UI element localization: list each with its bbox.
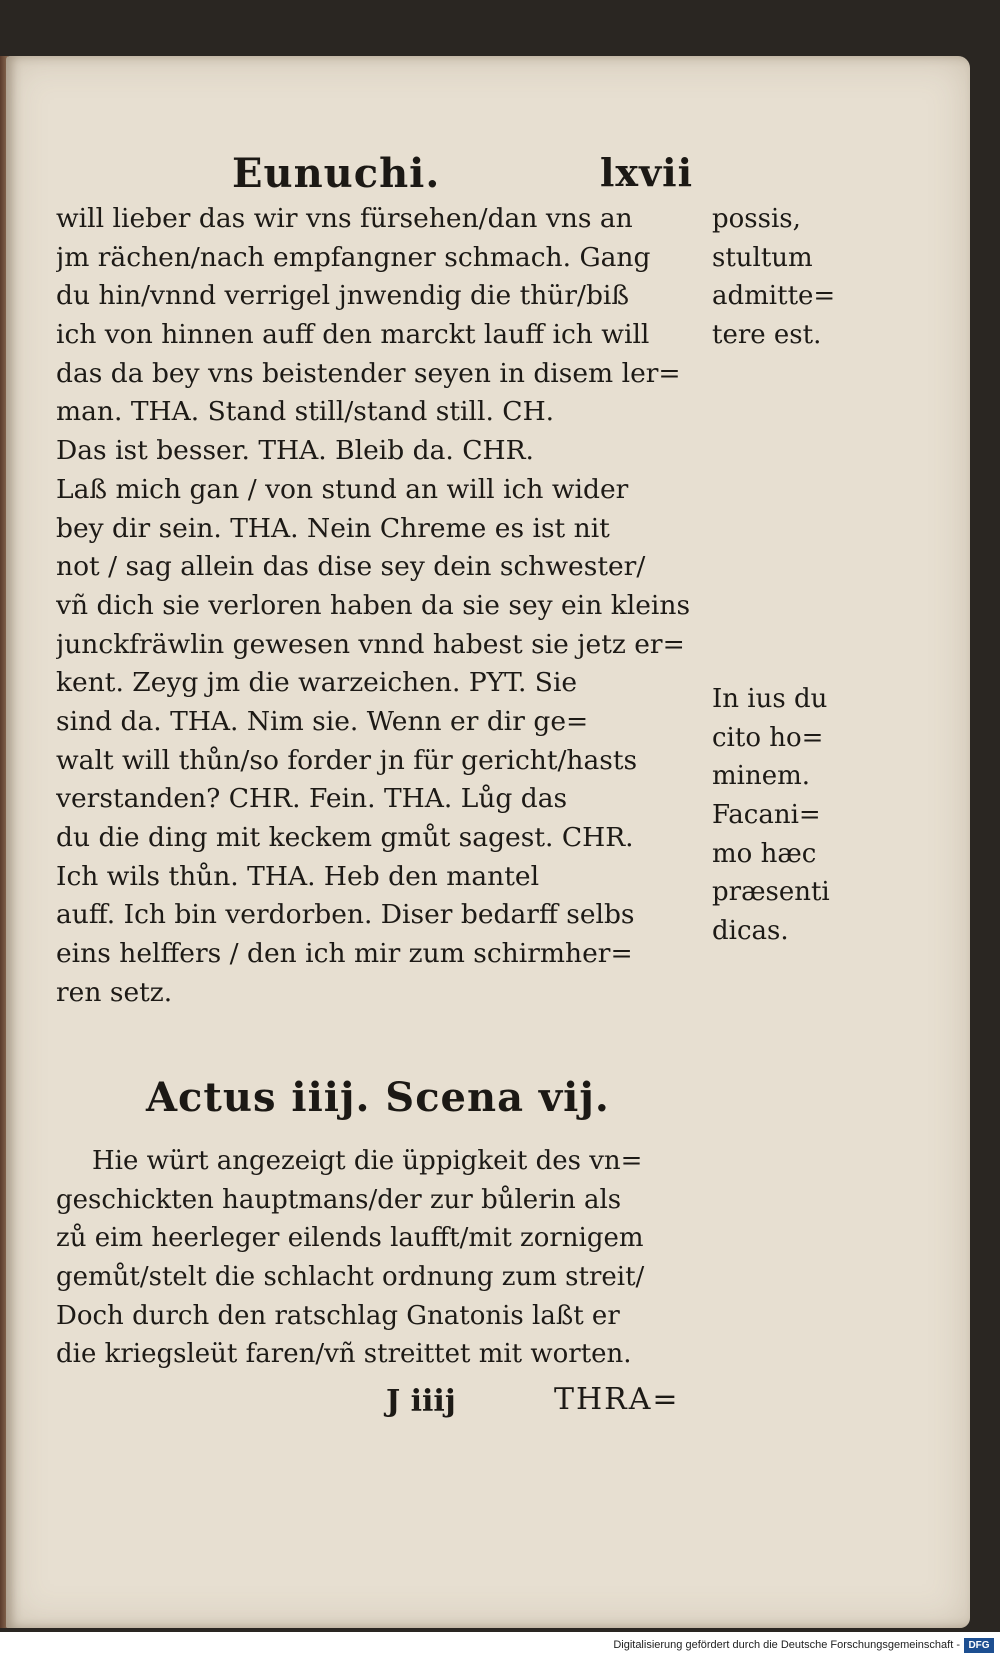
gloss-line: In ius du	[712, 684, 828, 714]
text-line: kent. Zeyg jm die warzeichen. PYT. Sie	[56, 667, 578, 699]
marginal-gloss-lower	[712, 680, 872, 951]
text-line: eins helffers / den ich mir zum schirmher=	[56, 938, 633, 970]
funding-credit: Digitalisierung gefördert durch die Deutsche Forschungsgemeinschaft -	[613, 1639, 960, 1651]
argument-line: Doch durch den ratschlag Gnatonis laßt er	[56, 1300, 620, 1331]
argument-line: die kriegsleüt faren/vñ streittet mit worten.	[56, 1339, 632, 1370]
running-title: Eunuchi.	[232, 150, 441, 197]
dfg-logo: DFG	[964, 1638, 994, 1653]
text-line: sind da. THA. Nim sie. Wenn er dir ge=	[56, 705, 589, 737]
gloss-line: dicas.	[712, 916, 789, 947]
gloss-line: mo hæc	[712, 838, 817, 869]
argument-line: gemůt/stelt die schlacht ordnung zum streit/	[56, 1262, 645, 1293]
gloss-line: præsenti	[712, 877, 830, 908]
digitization-footer	[0, 1632, 1000, 1660]
text-line: man. THA. Stand still/stand still. CH.	[56, 396, 555, 428]
text-line: Das ist besser. THA. Bleib da. CHR.	[56, 435, 534, 467]
gloss-line: Facani=	[712, 800, 821, 831]
gloss-line: minem.	[712, 761, 811, 792]
text-line: verstanden? CHR. Fein. THA. Lůg das	[56, 783, 568, 815]
main-text-block	[56, 200, 706, 1012]
text-line: ich von hinnen auff den marckt lauff ich will	[56, 319, 650, 351]
argument-line: geschickten hauptmans/der zur bůlerin als	[56, 1184, 622, 1215]
text-line: Ich wils thůn. THA. Heb den mantel	[56, 860, 540, 892]
text-line: das da bey vns beistender seyen in disem ler=	[56, 357, 681, 389]
marginal-gloss-upper	[712, 200, 872, 355]
page-header	[0, 150, 1000, 200]
act-scene-heading: Actus iiij. Scena vij.	[146, 1074, 610, 1121]
argument-line: zů eim heerleger eilends laufft/mit zornigem	[56, 1223, 644, 1254]
text-line: jm rächen/nach empfangner schmach. Gang	[56, 241, 651, 273]
gloss-line: cito ho=	[712, 722, 824, 753]
gloss-line: tere est.	[712, 320, 822, 351]
text-line: du hin/vnnd verrigel jnwendig die thür/biß	[56, 280, 630, 312]
catchword: THRA=	[554, 1382, 680, 1417]
gloss-line: admitte=	[712, 281, 836, 312]
text-line: not / sag allein das dise sey dein schwester/	[56, 551, 646, 583]
folio-number: lxvii	[600, 150, 694, 195]
text-line: bey dir sein. THA. Nein Chreme es ist nit	[56, 512, 610, 544]
text-line: will lieber das wir vns fürsehen/dan vns an	[56, 203, 633, 234]
text-line: auff. Ich bin verdorben. Diser bedarff selbs	[56, 899, 635, 931]
text-line: Laß mich gan / von stund an will ich wider	[56, 473, 629, 505]
gloss-line: possis,	[712, 204, 801, 234]
text-line: du die ding mit keckem gmůt sagest. CHR.	[56, 822, 634, 853]
scene-argument	[56, 1142, 706, 1374]
text-line: walt will thůn/so forder jn für gericht/hasts	[56, 744, 638, 776]
text-line: vñ dich sie verloren haben da sie sey ein kleins	[56, 589, 691, 621]
text-line: ren setz.	[56, 976, 173, 1008]
gloss-line: stultum	[712, 242, 813, 273]
text-line: junckfräwlin gewesen vnnd habest sie jetz er=	[56, 628, 685, 660]
signature-mark: J iiij	[386, 1384, 456, 1419]
argument-line: Hie würt angezeigt die üppigkeit des vn=	[92, 1146, 643, 1176]
